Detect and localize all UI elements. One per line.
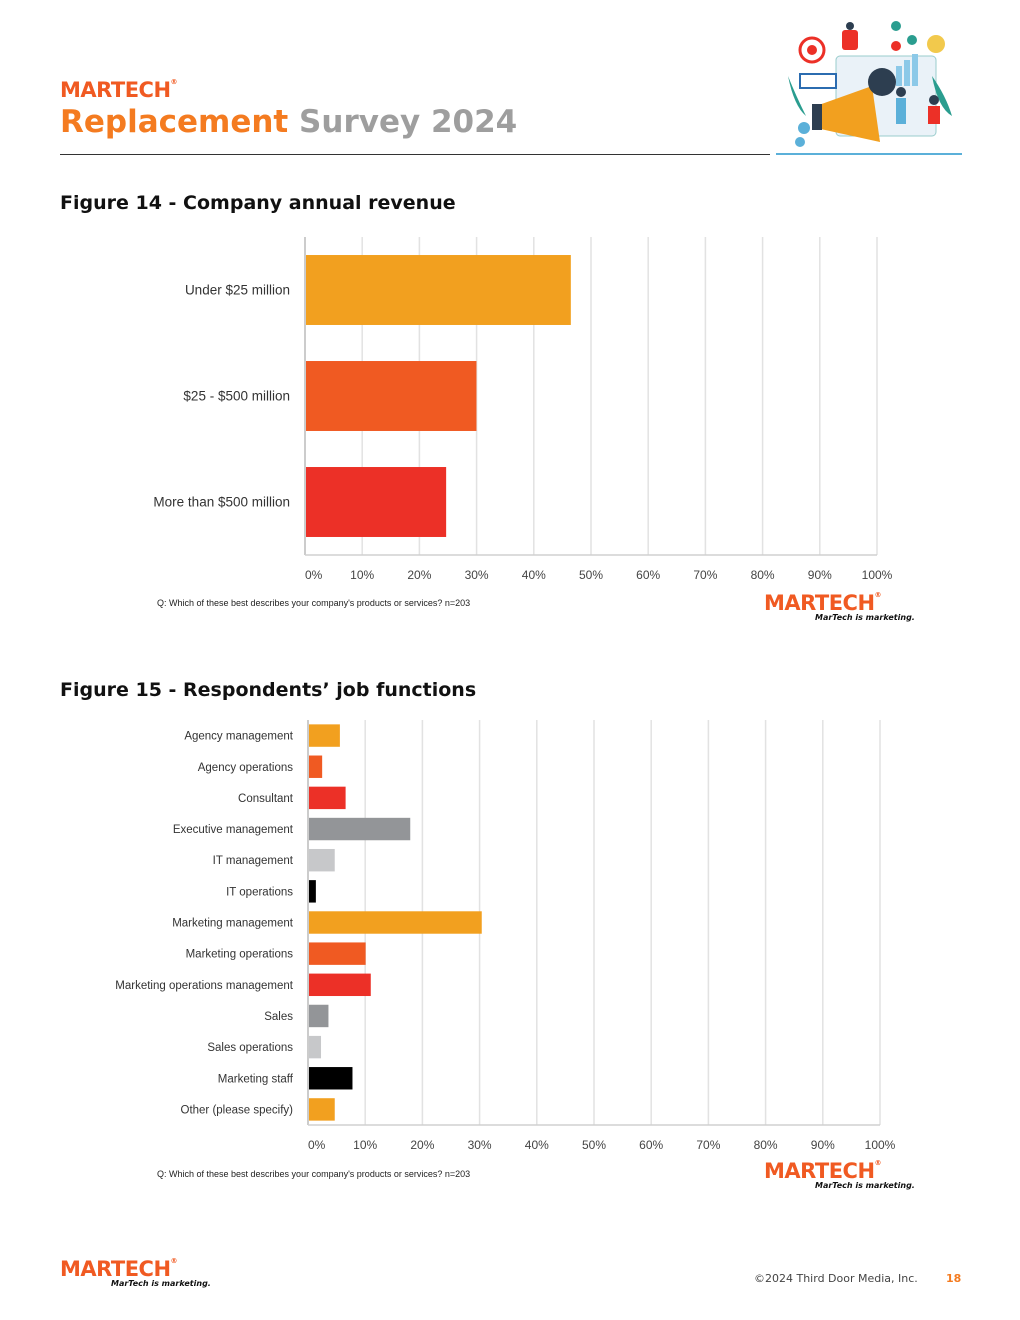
x-tick-label: 100% bbox=[861, 568, 893, 582]
page-title bbox=[60, 104, 517, 140]
x-tick-label: 60% bbox=[639, 1138, 664, 1152]
x-tick-label: 50% bbox=[578, 568, 604, 582]
x-tick-label: 40% bbox=[524, 1138, 549, 1152]
category-label: IT operations bbox=[226, 886, 293, 899]
x-tick-label: 20% bbox=[407, 568, 432, 582]
bar bbox=[309, 1067, 352, 1089]
header-brand-logo: MARTECH® bbox=[60, 78, 178, 102]
x-tick-label: 10% bbox=[350, 568, 375, 582]
bar bbox=[309, 942, 366, 964]
bar bbox=[309, 1036, 321, 1058]
bar bbox=[309, 849, 335, 871]
x-tick-label: 60% bbox=[636, 568, 661, 582]
figure-15-logo: MARTECH® bbox=[764, 1159, 882, 1183]
x-tick-label: 20% bbox=[410, 1138, 435, 1152]
bar bbox=[306, 255, 571, 325]
figure-15-note: Q: Which of these best describes your company's products or services? n=203 bbox=[157, 1169, 471, 1179]
x-tick-label: 50% bbox=[581, 1138, 607, 1152]
x-tick-label: 0% bbox=[305, 568, 323, 582]
category-label: Marketing operations bbox=[185, 948, 293, 961]
figure-14-note: Q: Which of these best describes your company's products or services? n=203 bbox=[157, 598, 471, 608]
category-label: Under $25 million bbox=[184, 282, 290, 298]
bar bbox=[309, 911, 482, 933]
figure-14-logo-tagline: MarTech is marketing. bbox=[815, 613, 915, 622]
page-title-part2: Survey 2024 bbox=[299, 104, 518, 140]
figure-15-logo-text: MARTECH bbox=[764, 1159, 875, 1183]
category-label: $25 - $500 million bbox=[183, 388, 290, 404]
bar bbox=[309, 880, 316, 902]
x-tick-label: 70% bbox=[693, 568, 718, 582]
bar bbox=[309, 1098, 335, 1120]
bar bbox=[309, 974, 371, 996]
x-tick-label: 100% bbox=[864, 1138, 896, 1152]
x-tick-label: 90% bbox=[810, 1138, 835, 1152]
category-label: Agency management bbox=[184, 730, 293, 743]
figure-14-title: Figure 14 - Company annual revenue bbox=[60, 192, 456, 214]
figure-15-logo-tagline: MarTech is marketing. bbox=[815, 1181, 915, 1190]
x-tick-label: 80% bbox=[750, 568, 775, 582]
bar bbox=[309, 818, 410, 840]
figure-14-logo-text: MARTECH bbox=[764, 591, 875, 615]
footer-copyright: ©2024 Third Door Media, Inc. bbox=[754, 1272, 918, 1285]
category-label: Consultant bbox=[238, 792, 293, 805]
page-number: 18 bbox=[946, 1272, 962, 1285]
footer-logo-tagline: MarTech is marketing. bbox=[111, 1279, 211, 1288]
category-label: More than $500 million bbox=[153, 494, 290, 510]
footer-logo: MARTECH® bbox=[60, 1257, 178, 1281]
category-label: Marketing operations management bbox=[115, 979, 293, 992]
category-label: Sales bbox=[264, 1010, 293, 1023]
figure-15-title: Figure 15 - Respondents’ job functions bbox=[60, 679, 477, 701]
header-brand-text: MARTECH bbox=[60, 78, 171, 102]
figure-15-chart bbox=[0, 710, 1020, 1160]
x-tick-label: 70% bbox=[696, 1138, 721, 1152]
figure-14-svg bbox=[0, 225, 1020, 590]
page-title-part1: Replacement bbox=[60, 104, 289, 140]
figure-14-chart bbox=[0, 225, 1020, 590]
category-label: Marketing staff bbox=[217, 1073, 293, 1086]
header-divider bbox=[60, 154, 770, 155]
bar bbox=[306, 467, 446, 537]
category-label: IT management bbox=[212, 855, 293, 868]
marketing-illustration bbox=[776, 16, 962, 158]
bar bbox=[309, 787, 346, 809]
x-tick-label: 30% bbox=[464, 568, 489, 582]
category-label: Other (please specify) bbox=[180, 1104, 293, 1117]
category-label: Agency operations bbox=[197, 761, 293, 774]
category-label: Executive management bbox=[172, 824, 293, 837]
bar bbox=[309, 1005, 328, 1027]
x-tick-label: 30% bbox=[467, 1138, 492, 1152]
figure-15-svg bbox=[0, 710, 1020, 1160]
footer-logo-text: MARTECH bbox=[60, 1257, 171, 1281]
x-tick-label: 40% bbox=[521, 568, 546, 582]
x-tick-label: 80% bbox=[753, 1138, 778, 1152]
bar bbox=[309, 724, 340, 746]
figure-14-logo: MARTECH® bbox=[764, 591, 882, 615]
x-tick-label: 90% bbox=[807, 568, 832, 582]
x-tick-label: 0% bbox=[308, 1138, 326, 1152]
category-label: Sales operations bbox=[207, 1042, 293, 1055]
bar bbox=[306, 361, 476, 431]
bar bbox=[309, 756, 322, 778]
x-tick-label: 10% bbox=[353, 1138, 378, 1152]
category-label: Marketing management bbox=[172, 917, 293, 930]
